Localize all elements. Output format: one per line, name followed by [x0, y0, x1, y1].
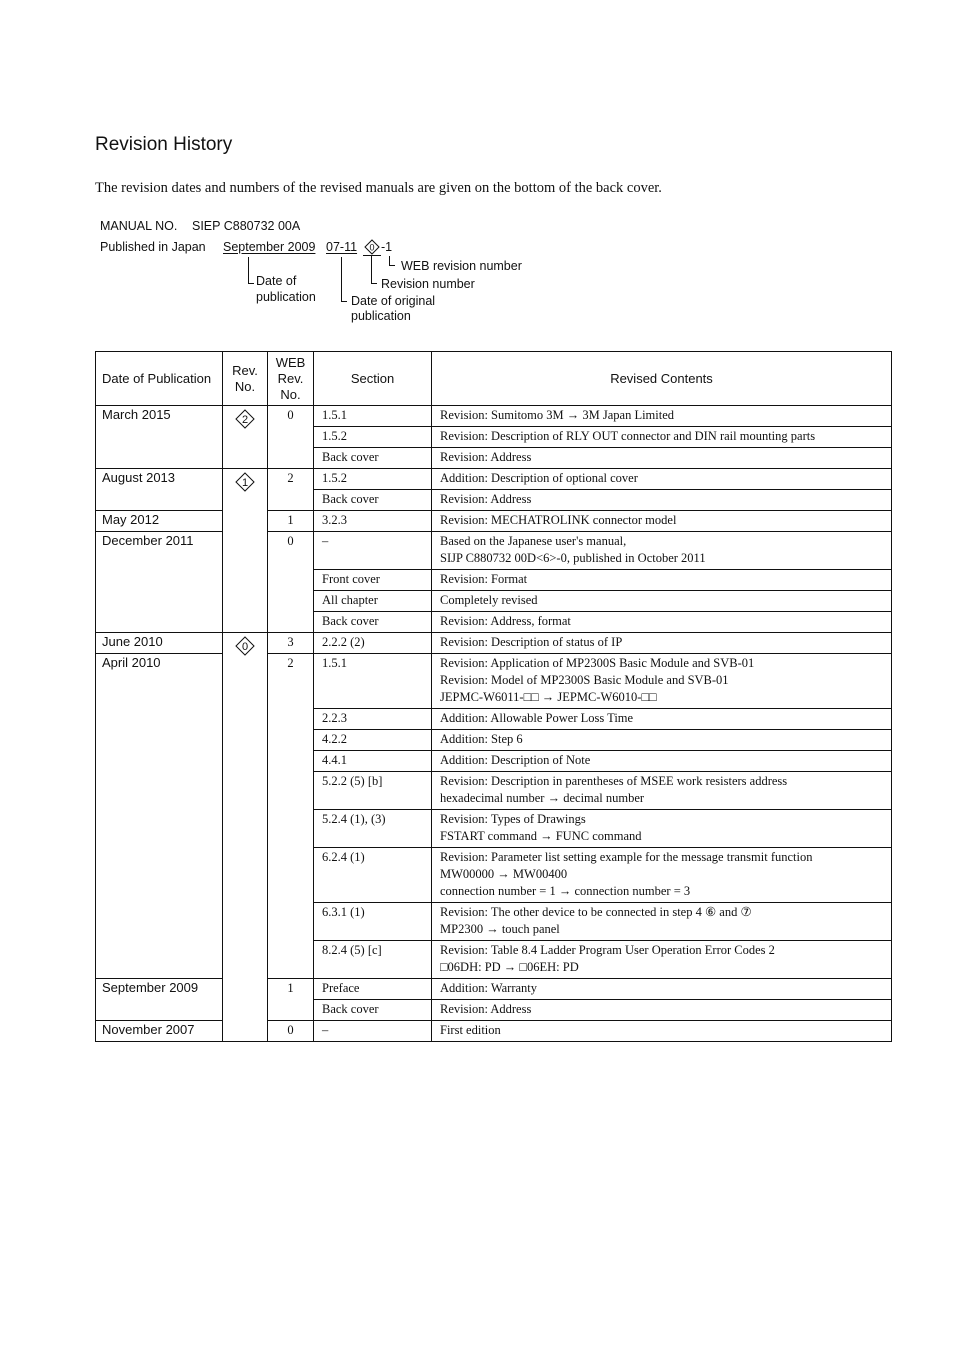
table-row — [96, 532, 892, 570]
callout-tick-date — [248, 283, 254, 284]
web-rev-cell: 0 — [268, 406, 314, 469]
section-cell: 2.2.2 (2) — [314, 633, 432, 654]
callout-line-revision — [371, 256, 372, 283]
header-contents: Revised Contents — [432, 352, 892, 406]
web-rev-cell: 1 — [268, 979, 314, 1021]
web-rev-cell: 0 — [268, 1021, 314, 1042]
web-rev-cell: 2 — [268, 469, 314, 511]
table-row — [96, 1021, 892, 1042]
published-date: September 2009 — [223, 240, 316, 254]
date-cell: April 2010 — [96, 654, 223, 979]
svg-text:0: 0 — [241, 641, 249, 653]
contents-cell: Revision: Address — [432, 1000, 892, 1021]
contents-cell: Revision: Description of RLY OUT connector and DIN rail mounting parts — [432, 427, 892, 448]
section-cell: Back cover — [314, 1000, 432, 1021]
section-cell: Back cover — [314, 490, 432, 511]
date-cell: June 2010 — [96, 633, 223, 654]
svg-text:1: 1 — [241, 477, 249, 489]
contents-cell: Revision: Format — [432, 570, 892, 591]
callout-tick-original — [341, 301, 347, 302]
header-section: Section — [314, 352, 432, 406]
rev-0-diamond-icon — [235, 636, 255, 656]
revision-table — [95, 351, 892, 1042]
section-cell: 2.2.3 — [314, 709, 432, 730]
rev-cell — [223, 406, 268, 469]
contents-cell: Revision: Address, format — [432, 612, 892, 633]
contents-cell: Completely revised — [432, 591, 892, 612]
contents-cell: Addition: Allowable Power Loss Time — [432, 709, 892, 730]
web-rev-cell: 2 — [268, 654, 314, 979]
section-cell: All chapter — [314, 591, 432, 612]
contents-cell: Addition: Warranty — [432, 979, 892, 1000]
contents-cell: Addition: Step 6 — [432, 730, 892, 751]
contents-cell: Revision: Description of status of IP — [432, 633, 892, 654]
callout-date-line1: Date of — [256, 274, 297, 288]
contents-cell: Revision: Types of Drawings FSTART command → FUNC command — [432, 810, 892, 848]
section-cell: 1.5.2 — [314, 427, 432, 448]
section-cell: 1.5.1 — [314, 654, 432, 709]
contents-cell: Revision: The other device to be connected in step 4 ⑥ and ⑦ MP2300 → touch panel — [432, 903, 892, 941]
contents-cell: Revision: Application of MP2300S Basic Module and SVB-01 Revision: Model of MP2300S Basic Module and SVB-01 JEPMC-W6011-□□ → JEPMC-W6010-□□ — [432, 654, 892, 709]
table-row — [96, 469, 892, 490]
svg-text:2: 2 — [241, 414, 249, 426]
contents-cell: Revision: MECHATROLINK connector model — [432, 511, 892, 532]
table-header-row — [96, 352, 892, 406]
published-label: Published in Japan — [100, 240, 206, 254]
callout-original-line1: Date of original — [351, 294, 436, 308]
section-cell: 3.2.3 — [314, 511, 432, 532]
date-cell: May 2012 — [96, 511, 223, 532]
rev-cell — [223, 469, 268, 633]
contents-cell: Addition: Description of optional cover — [432, 469, 892, 490]
section-cell: 4.4.1 — [314, 751, 432, 772]
web-rev-cell: 1 — [268, 511, 314, 532]
callout-tick-revision — [371, 283, 377, 284]
rev-2-diamond-icon — [235, 409, 255, 429]
callout-line-original — [341, 257, 342, 302]
section-cell: 6.2.4 (1) — [314, 848, 432, 903]
section-cell: 4.2.2 — [314, 730, 432, 751]
section-cell: 5.2.4 (1), (3) — [314, 810, 432, 848]
date-cell: December 2011 — [96, 532, 223, 633]
intro-text: The revision dates and numbers of the revised manuals are given on the bottom of the back cover. — [95, 180, 662, 196]
table-row — [96, 654, 892, 709]
page-title: Revision History — [95, 134, 233, 155]
section-cell: – — [314, 1021, 432, 1042]
section-cell: 8.2.4 (5) [c] — [314, 941, 432, 979]
section-cell: Front cover — [314, 570, 432, 591]
contents-cell: Based on the Japanese user's manual, SIJP C880732 00D<6>-0, published in October 2011 — [432, 532, 892, 570]
revision-marker: 0 — [369, 242, 375, 253]
web-rev-cell: 0 — [268, 532, 314, 633]
web-suffix: -1 — [381, 240, 393, 254]
web-rev-cell: 3 — [268, 633, 314, 654]
date-cell: March 2015 — [96, 406, 223, 469]
table-row — [96, 511, 892, 532]
contents-cell: Revision: Description in parentheses of MSEE work resisters address hexadecimal number → decimal number — [432, 772, 892, 810]
rev-1-diamond-icon — [235, 472, 255, 492]
date-cell: November 2007 — [96, 1021, 223, 1042]
section-cell: Preface — [314, 979, 432, 1000]
table-row — [96, 633, 892, 654]
rev-cell — [223, 633, 268, 1042]
table-row — [96, 979, 892, 1000]
header-web-rev: WEB Rev. No. — [268, 352, 314, 406]
callout-tick-web — [389, 265, 395, 266]
section-cell: 5.2.2 (5) [b] — [314, 772, 432, 810]
callout-original-line2: publication — [351, 309, 411, 323]
contents-cell: Addition: Description of Note — [432, 751, 892, 772]
section-cell: – — [314, 532, 432, 570]
contents-cell: Revision: Parameter list setting example for the message transmit function MW00000 → MW00400 connection number = 1 → connection number = 3 — [432, 848, 892, 903]
manual-no-label: MANUAL NO. — [100, 219, 178, 233]
contents-cell: Revision: Table 8.4 Ladder Program User Operation Error Codes 2 □06DH: PD → □06EH: PD — [432, 941, 892, 979]
section-cell: Back cover — [314, 448, 432, 469]
contents-cell: First edition — [432, 1021, 892, 1042]
table-row — [96, 406, 892, 427]
callout-web-revision: WEB revision number — [401, 259, 522, 273]
section-cell: 6.3.1 (1) — [314, 903, 432, 941]
revision-underline — [363, 255, 381, 256]
callout-revision: Revision number — [381, 277, 475, 291]
contents-cell: Revision: Address — [432, 490, 892, 511]
callout-line-date — [248, 257, 249, 284]
manual-no-value: SIEP C880732 00A — [192, 219, 301, 233]
original-date-code: 07-11 — [326, 240, 358, 254]
section-cell: 1.5.2 — [314, 469, 432, 490]
date-cell: August 2013 — [96, 469, 223, 511]
contents-cell: Revision: Sumitomo 3M → 3M Japan Limited — [432, 406, 892, 427]
contents-cell: Revision: Address — [432, 448, 892, 469]
header-rev: Rev. No. — [223, 352, 268, 406]
section-cell: Back cover — [314, 612, 432, 633]
date-cell: September 2009 — [96, 979, 223, 1021]
header-date: Date of Publication — [96, 352, 223, 406]
section-cell: 1.5.1 — [314, 406, 432, 427]
callout-date-line2: publication — [256, 290, 316, 304]
revision-diamond-icon — [364, 239, 380, 255]
